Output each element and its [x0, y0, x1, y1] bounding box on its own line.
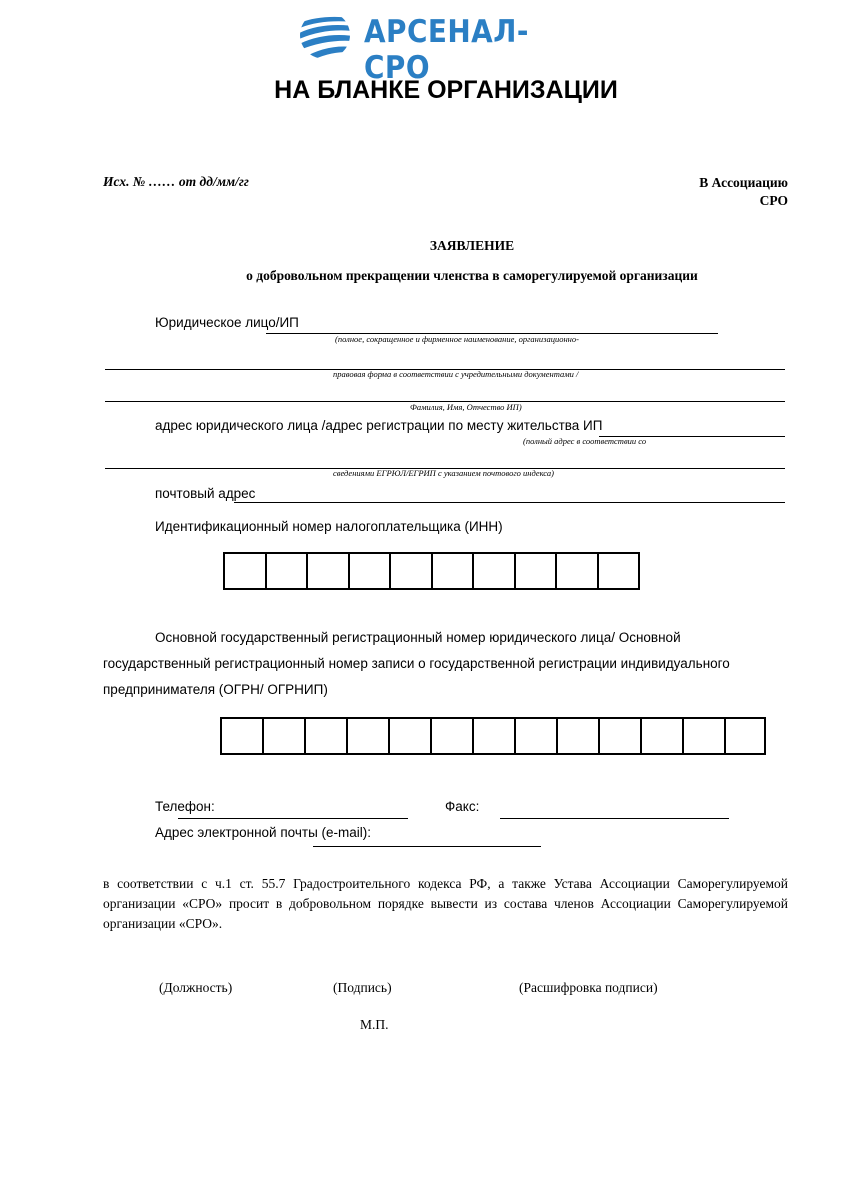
- inn-cell[interactable]: [265, 552, 307, 590]
- ogrn-cell[interactable]: [640, 717, 682, 755]
- phone-field-line[interactable]: [178, 818, 408, 819]
- postal-field-line[interactable]: [234, 502, 785, 503]
- ogrn-cell[interactable]: [346, 717, 388, 755]
- inn-cells: [223, 552, 640, 590]
- inn-cell[interactable]: [348, 552, 390, 590]
- ogrn-cell[interactable]: [304, 717, 346, 755]
- legal-entity-label: Юридическое лицо/ИП: [155, 315, 299, 330]
- email-label: Адрес электронной почты (e-mail):: [155, 825, 372, 840]
- fax-field-line[interactable]: [500, 818, 729, 819]
- body-paragraph: в соответствии с ч.1 ст. 55.7 Градостроительного кодекса РФ, а также Устава Ассоциации Саморегулируемой организации «СРО» просит в добровольном порядке вывести из состава членов Ассоциации Саморегулируемой организации «СРО».: [103, 876, 788, 931]
- stamp-label: М.П.: [360, 1017, 389, 1032]
- phone-label: Телефон:: [155, 799, 215, 814]
- address-hint1: (полный адрес в соответствии со: [523, 436, 647, 446]
- ogrn-line1: Основной государственный регистрационный номер юридического лица/ Основной: [155, 630, 681, 645]
- ogrn-cell[interactable]: [556, 717, 598, 755]
- page-title: НА БЛАНКЕ ОРГАНИЗАЦИИ: [274, 76, 618, 104]
- inn-cell[interactable]: [555, 552, 597, 590]
- ogrn-cell[interactable]: [514, 717, 556, 755]
- ogrn-cell[interactable]: [430, 717, 472, 755]
- signature-decode: (Расшифровка подписи): [519, 980, 658, 995]
- legal-entity-hint1: (полное, сокращенное и фирменное наименование, организационно-: [335, 334, 579, 344]
- inn-cell[interactable]: [223, 552, 265, 590]
- doc-subtitle: о добровольном прекращении членства в саморегулируемой организации: [246, 268, 698, 283]
- inn-cell[interactable]: [389, 552, 431, 590]
- doc-title: ЗАЯВЛЕНИЕ: [429, 238, 515, 253]
- ogrn-cell[interactable]: [220, 717, 262, 755]
- logo-text: АРСЕНАЛ-СРО: [364, 14, 529, 86]
- ogrn-cell[interactable]: [388, 717, 430, 755]
- outgoing-ref: Исх. № …… от дд/мм/гг: [103, 174, 249, 189]
- signature-sign: (Подпись): [333, 980, 392, 995]
- ogrn-cell[interactable]: [724, 717, 766, 755]
- inn-cell[interactable]: [514, 552, 556, 590]
- ogrn-cells: [220, 717, 766, 755]
- inn-cell[interactable]: [597, 552, 640, 590]
- fax-label: Факс:: [445, 799, 480, 814]
- inn-label: Идентификационный номер налогоплательщика (ИНН): [155, 519, 503, 534]
- inn-cell[interactable]: [306, 552, 348, 590]
- address-label: адрес юридического лица /адрес регистрации по месту жительства ИП: [155, 418, 603, 433]
- logo: [299, 10, 569, 86]
- email-field-line[interactable]: [313, 846, 541, 847]
- legal-entity-hint2: правовая форма в соответствии с учредительными документами /: [333, 369, 579, 379]
- recipient-line2: СРО: [759, 193, 788, 208]
- ogrn-cell[interactable]: [598, 717, 640, 755]
- legal-entity-hint3: Фамилия, Имя, Отчество ИП): [410, 402, 522, 412]
- signature-position: (Должность): [159, 980, 233, 995]
- globe-icon: [299, 10, 351, 60]
- inn-cell[interactable]: [431, 552, 473, 590]
- ogrn-cell[interactable]: [472, 717, 514, 755]
- recipient: [699, 174, 788, 210]
- postal-label: почтовый адрес: [155, 486, 256, 501]
- ogrn-line2: государственный регистрационный номер записи о государственной регистрации индивидуального: [103, 656, 730, 671]
- inn-cell[interactable]: [472, 552, 514, 590]
- address-hint2: сведениями ЕГРЮЛ/ЕГРИП с указанием почтового индекса): [333, 468, 554, 478]
- ogrn-cell[interactable]: [262, 717, 304, 755]
- ogrn-cell[interactable]: [682, 717, 724, 755]
- recipient-line1: В Ассоциацию: [699, 175, 788, 190]
- ogrn-line3: предпринимателя (ОГРН/ ОГРНИП): [103, 682, 328, 697]
